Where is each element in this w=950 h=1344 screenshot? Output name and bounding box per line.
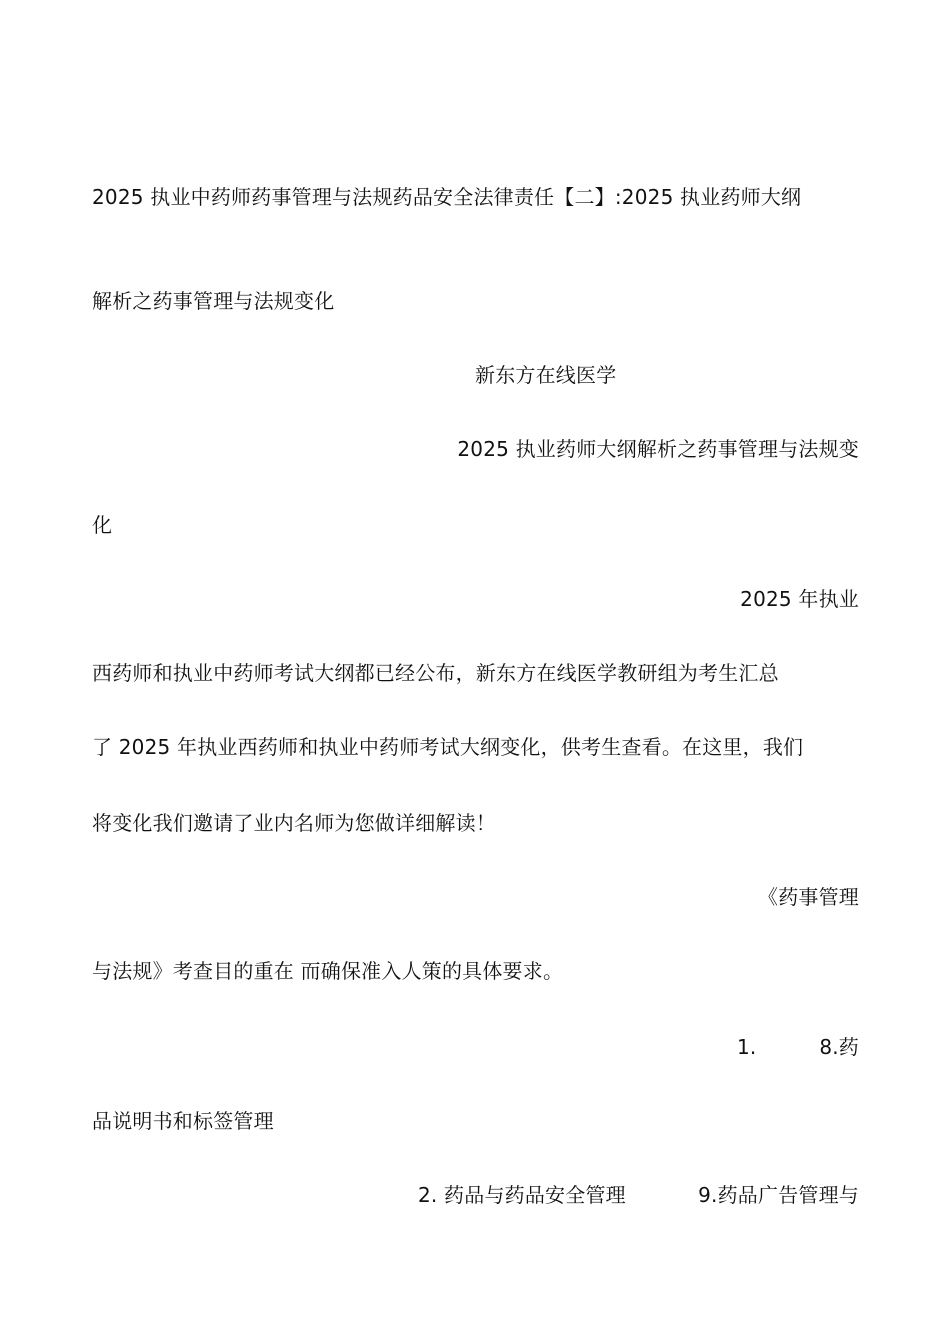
paragraph-1-line-2: 了 2025 年执业西药师和执业中药师考试大纲变化，供考生查看。在这里，我们 [92,735,804,759]
list-item-2: 2. 药品与药品安全管理 [418,1183,626,1207]
paragraph-2-start: 《药事管理 [758,885,859,909]
list-item-1-number: 1. [737,1035,757,1059]
paragraph-1-start: 2025 年执业 [740,587,859,611]
paragraph-2-line-1: 与法规》考查目的重在 而确保准入人策的具体要求。 [92,959,564,983]
paragraph-1-line-1: 西药师和执业中药师考试大纲都已经公布，新东方在线医学教研组为考生汇总 [92,661,779,685]
list-item-8-continuation: 品说明书和标签管理 [92,1109,274,1133]
subtitle-line-2: 化 [92,513,113,537]
subtitle-line-1: 2025 执业药师大纲解析之药事管理与法规变 [457,437,859,461]
document-source: 新东方在线医学 [475,363,617,387]
document-title-line-1: 2025 执业中药师药事管理与法规药品安全法律责任【二】:2025 执业药师大纲 [92,185,802,209]
paragraph-1-line-3: 将变化我们邀请了业内名师为您做详细解读！ [92,811,496,835]
list-item-9-start: 9.药品广告管理与 [698,1183,859,1207]
document-title-line-2: 解析之药事管理与法规变化 [92,289,335,313]
list-item-8-start: 8.药 [819,1035,859,1059]
